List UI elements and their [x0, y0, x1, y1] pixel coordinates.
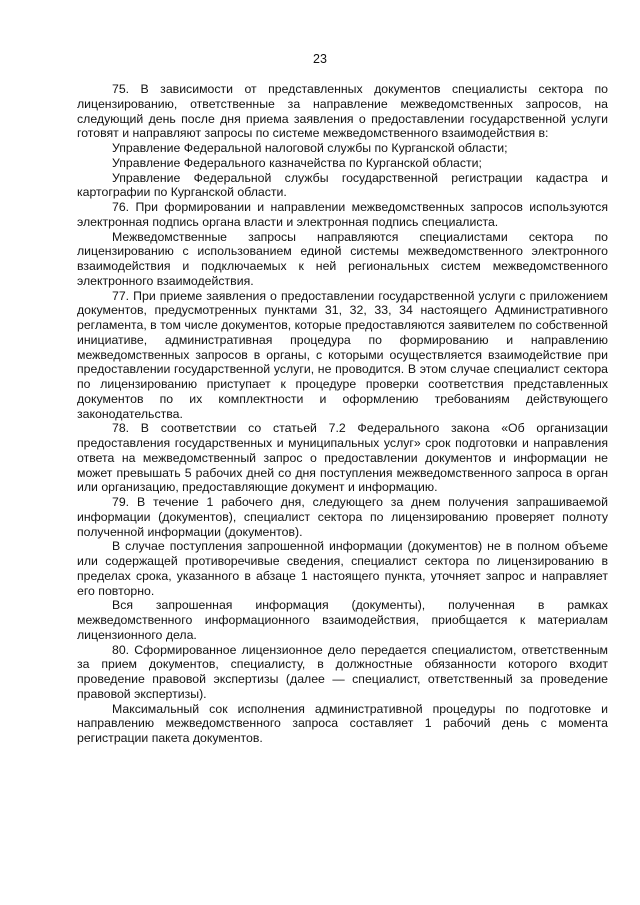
paragraph-75: 75. В зависимости от представленных документов специалисты сектора по лицензированию, ответственные за направление межведомственных запросов, на следующий день после дня приема заявления о предоставлении государственной услуги готовят и направляют запросы по системе межведомственного взаимодействия в: — [77, 82, 608, 141]
paragraph-75-item-treasury: Управление Федерального казначейства по Курганской области; — [112, 155, 482, 170]
page-number: 23 — [313, 52, 327, 66]
paragraph-80-max-term: Максимальный сок исполнения административной процедуры по подготовке и направлению межведомственного запроса составляет 1 рабочий день с момента регистрации пакета документов. — [77, 701, 608, 745]
paragraph-77: 77. При приеме заявления о предоставлении государственной услуги с приложением документов, предусмотренных пунктами 31, 32, 33, 34 настоящего Административного регламента, в том числе документов, которые предоставляются заявителем по собственной инициативе, административная процедура по формированию и направлению межведомственных запросов в органы, с которыми осуществляется взаимодействие при предоставлении государственной услуги, не проводится. В этом случае специалист сектора по лицензированию приступает к процедуре проверки соответствия представленных документов по их комплектности и оформлению требованиям действующего законодательства. — [77, 288, 608, 421]
paragraph-80: 80. Сформированное лицензионное дело передается специалистом, ответственным за прием документов, специалисту, в должностные обязанности которого входит проведение правовой экспертизы (далее — специалист, ответственный за проведение правовой экспертизы). — [77, 642, 608, 701]
paragraph-75-item-rosreestr: Управление Федеральной службы государственной регистрации кадастра и картографии по Курганской области. — [77, 170, 608, 200]
paragraph-79-incomplete-info: В случае поступления запрошенной информации (документов) не в полном объеме или содержащей противоречивые сведения, специалист сектора по лицензированию в пределах срока, указанного в абзаце 1 настоящего пункта, уточняет запрос и направляет его повторно. — [77, 539, 608, 598]
paragraph-75-item-tax: Управление Федеральной налоговой службы по Курганской области; — [112, 141, 508, 155]
paragraph-79-attachment: Вся запрошенная информация (документы), полученная в рамках межведомственного информационного взаимодействия, приобщается к материалам лицензионного дела. — [77, 598, 608, 642]
paragraph-76: 76. При формировании и направлении межведомственных запросов используются электронная подпись органа власти и электронная подпись специалиста. — [77, 200, 608, 229]
paragraph-76-continued: Межведомственные запросы направляются специалистами сектора по лицензированию с использованием единой системы межведомственного электронного взаимодействия и подключаемых к ней региональных систем межведомственного электронного взаимодействия. — [77, 229, 608, 288]
paragraph-78: 78. В соответствии со статьей 7.2 Федерального закона «Об организации предоставления государственных и муниципальных услуг» срок подготовки и направления ответа на межведомственный запрос о предоставлении документов и информации не может превышать 5 рабочих дней со дня поступления межведомственного запроса в орган или организацию, предоставляющие документ и информацию. — [77, 421, 608, 495]
document-body — [77, 82, 608, 746]
paragraph-79: 79. В течение 1 рабочего дня, следующего за днем получения запрашиваемой информации (документов), специалист сектора по лицензированию проверяет полноту полученной информации (документов). — [77, 495, 608, 539]
